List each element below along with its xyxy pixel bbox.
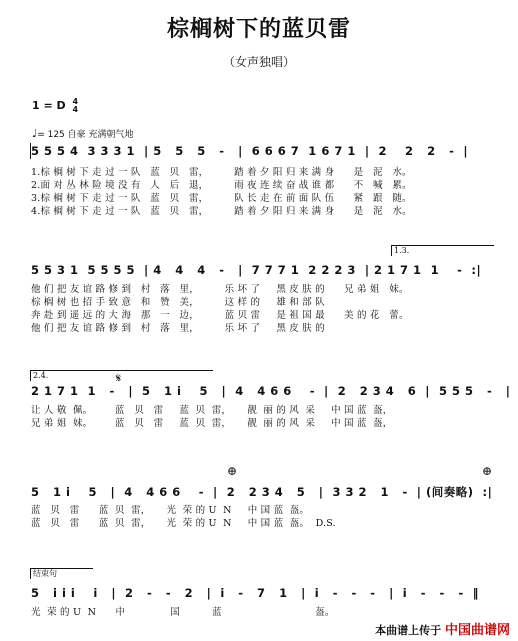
page-title: 棕榈树下的蓝贝雷 xyxy=(166,16,351,42)
volta-1-3: 1.3. xyxy=(391,245,494,256)
segno-icon: 𝄋 xyxy=(116,371,122,385)
volta-2-4: 2.4. xyxy=(30,370,213,381)
system5-notes: 5 i i i i | 2 - - 2 | i - 7 1 | i - - - | i - - - ‖ xyxy=(31,586,479,600)
system1-notes: 5 5 5 4 3 3 3 1 | 5 5 5 - | 6 6 6 7 1 6 7 1 | 2 2 2 - | xyxy=(31,144,469,158)
tempo-marking xyxy=(32,127,134,140)
time-numerator: 4 xyxy=(72,97,79,106)
system4-lyrics-2: 蓝 贝 雷 蓝 贝 雷， 光 荣 的 U N 中 国 蓝 盔。 D.S. xyxy=(31,518,336,529)
system1-lyrics-3: 3.棕 榈 树 下 走 过 一 队 蓝 贝 雷， 队 长 走 在 前 面 队 伍 紧 跟 随。 xyxy=(31,193,412,204)
coda-icon-end: ⊕ xyxy=(482,464,493,478)
system4-notes: 5 1 i 5 | 4 4 6 6 - | 2 2 3 4 5 | 3 3 2 1 - | (间奏略) :| xyxy=(31,485,493,499)
time-denominator: 4 xyxy=(72,105,79,114)
system1-lyrics-4: 4.棕 榈 树 下 走 过 一 队 蓝 贝 雷， 踏 着 夕 阳 归 来 满 身 是 泥 水。 xyxy=(31,206,412,217)
key-signature xyxy=(32,98,78,114)
system3-notes: 2 1 7 1 1 - | 5 1 i 5 | 4 4 6 6 - | 2 2 3 4 6 | 5 5 5 - | xyxy=(31,384,511,398)
system2-lyrics-2: 棕 榈 树 也 招 手 致 意 和 赞 美， 这 样 的 雄 和 部 队 xyxy=(31,297,325,308)
system2-lyrics-4: 他 们 把 友 谊 路 修 到 村 落 里， 乐 坏 了 黑 皮 肤 的 xyxy=(31,323,325,334)
system3-lyrics-1: 让 人 敬 佩。 蓝 贝 雷 蓝 贝 雷， 靓 丽 的 风 采 中 国 蓝 盔， xyxy=(31,405,393,416)
system5-lyrics-1: 光 荣 的 U N 中 国 蓝 盔。 xyxy=(31,607,335,618)
page-subtitle: （女声独唱） xyxy=(222,55,295,69)
system1-start-bar xyxy=(30,143,31,159)
system2-lyrics-1: 他 们 把 友 谊 路 修 到 村 落 里， 乐 坏 了 黑 皮 肤 的 兄 弟 姐 妹。 xyxy=(31,284,409,295)
coda-icon: ⊕ xyxy=(227,464,238,478)
system1-lyrics-1: 1.棕 榈 树 下 走 过 一 队 蓝 贝 雷， 踏 着 夕 阳 归 来 满 身 是 泥 水。 xyxy=(31,167,412,178)
site-logo: 中国曲谱网 xyxy=(444,623,510,638)
key-label: 1 = D xyxy=(32,99,66,112)
system4-lyrics-1: 蓝 贝 雷 蓝 贝 雷， 光 荣 的 U N 中 国 蓝 盔。 xyxy=(31,505,310,516)
system2-notes: 5 5 3 1 5 5 5 5 | 4 4 4 - | 7 7 7 1 2 2 2 3 | 2 1 7 1 1 - :| xyxy=(31,263,482,277)
footer-text: 本曲谱上传于 xyxy=(375,624,442,637)
footer-credit xyxy=(375,619,510,638)
time-signature xyxy=(73,98,79,114)
ending-phrase-label: 结束句 xyxy=(30,568,93,579)
system3-lyrics-2: 兄 弟 姐 妹。 蓝 贝 雷 蓝 贝 雷， 靓 丽 的 风 采 中 国 蓝 盔， xyxy=(31,418,393,429)
tempo-text: = 125 自豪 充满朝气地 xyxy=(37,130,134,140)
system2-lyrics-3: 奔 赴 到 遥 远 的 大 海 那 一 边， 蓝 贝 雷 是 祖 国 最 美 的 花 蕾。 xyxy=(31,310,409,321)
quarter-note-icon: ♩ xyxy=(32,127,38,140)
system1-lyrics-2: 2.面 对 丛 林 险 境 没 有 人 后 退， 雨 夜 连 续 奋 战 谁 都 不 喊 累。 xyxy=(31,180,412,191)
